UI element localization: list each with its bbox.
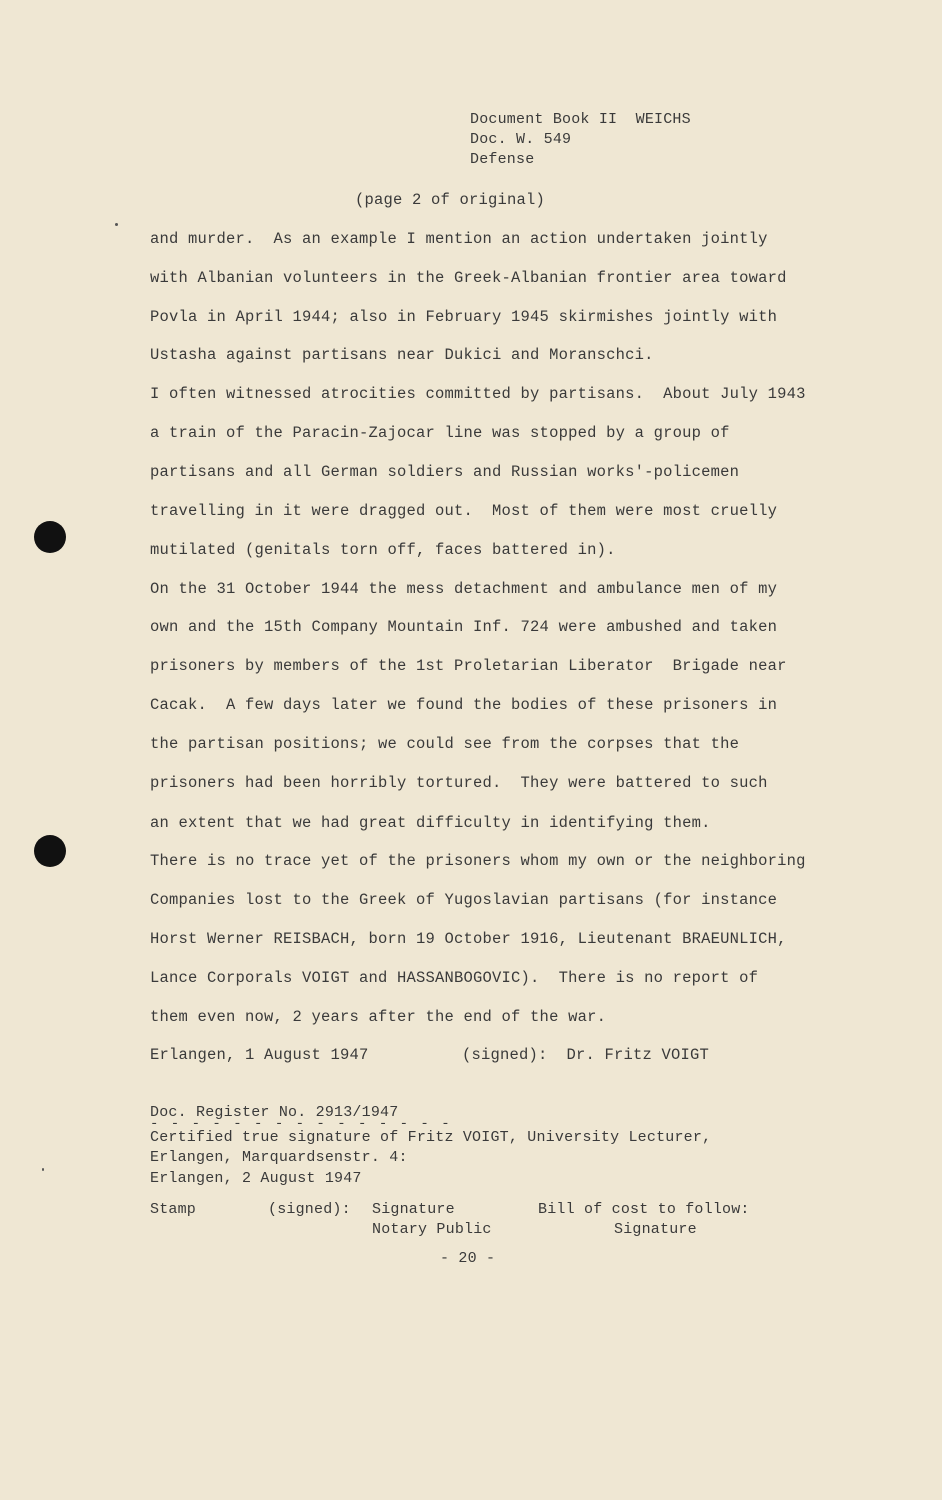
page-note: (page 2 of original) [355, 191, 546, 209]
stamp-label: Stamp [150, 1201, 197, 1218]
body-line: On the 31 October 1944 the mess detachment and ambulance men of my [150, 580, 778, 598]
body-line: own and the 15th Company Mountain Inf. 724 were ambushed and taken [150, 618, 778, 636]
body-line: prisoners by members of the 1st Proletarian Liberator Brigade near [150, 657, 787, 675]
punch-hole-top [34, 521, 66, 553]
page-number: - 20 - [440, 1250, 496, 1267]
body-line: Ustasha against partisans near Dukici and Moranschci. [150, 346, 654, 364]
footer-signature: Signature [372, 1201, 455, 1218]
paper-speck [42, 1168, 44, 1171]
body-line: mutilated (genitals torn off, faces battered in). [150, 541, 616, 559]
header-doc-number: Doc. W. 549 [470, 131, 572, 148]
body-line: the partisan positions; we could see from the corpses that the [150, 735, 740, 753]
notary-public: Notary Public [372, 1221, 492, 1238]
body-line: prisoners had been horribly tortured. They were battered to such [150, 774, 768, 792]
header-document-book: Document Book II WEICHS [470, 111, 691, 128]
certification-date: Erlangen, 2 August 1947 [150, 1170, 362, 1187]
footer-signature-second: Signature [614, 1221, 697, 1238]
body-line: Povla in April 1944; also in February 1945 skirmishes jointly with [150, 308, 778, 326]
body-line: Companies lost to the Greek of Yugoslavian partisans (for instance [150, 891, 778, 909]
body-line: them even now, 2 years after the end of the war. [150, 1008, 607, 1026]
paper-speck [115, 223, 118, 226]
body-line: Cacak. A few days later we found the bodies of these prisoners in [150, 696, 778, 714]
footer-signed: (signed): [268, 1201, 351, 1218]
body-line: an extent that we had great difficulty in identifying them. [150, 814, 711, 832]
signature-place-date: Erlangen, 1 August 1947 [150, 1046, 369, 1064]
punch-hole-bottom [34, 835, 66, 867]
register-underline: - - - - - - - - - - - - - - - [150, 1116, 452, 1132]
body-line: partisans and all German soldiers and Russian works'-policemen [150, 463, 740, 481]
body-line: and murder. As an example I mention an action undertaken jointly [150, 230, 768, 248]
body-line: with Albanian volunteers in the Greek-Albanian frontier area toward [150, 269, 787, 287]
body-line: There is no trace yet of the prisoners whom my own or the neighboring [150, 852, 806, 870]
body-line: a train of the Paracin-Zajocar line was stopped by a group of [150, 424, 730, 442]
bill-of-cost: Bill of cost to follow: [538, 1201, 750, 1218]
body-line: Lance Corporals VOIGT and HASSANBOGOVIC). There is no report of [150, 969, 759, 987]
header-defense: Defense [470, 151, 535, 168]
certification-text: Certified true signature of Fritz VOIGT, University Lecturer, [150, 1129, 712, 1146]
doc-register-number: Doc. Register No. 2913/1947 [150, 1104, 399, 1121]
certification-address: Erlangen, Marquardsenstr. 4: [150, 1149, 408, 1166]
body-line: travelling in it were dragged out. Most of them were most cruelly [150, 502, 778, 520]
body-line: I often witnessed atrocities committed by partisans. About July 1943 [150, 385, 806, 403]
body-line: Horst Werner REISBACH, born 19 October 1916, Lieutenant BRAEUNLICH, [150, 930, 787, 948]
signature-signed: (signed): Dr. Fritz VOIGT [462, 1046, 710, 1064]
